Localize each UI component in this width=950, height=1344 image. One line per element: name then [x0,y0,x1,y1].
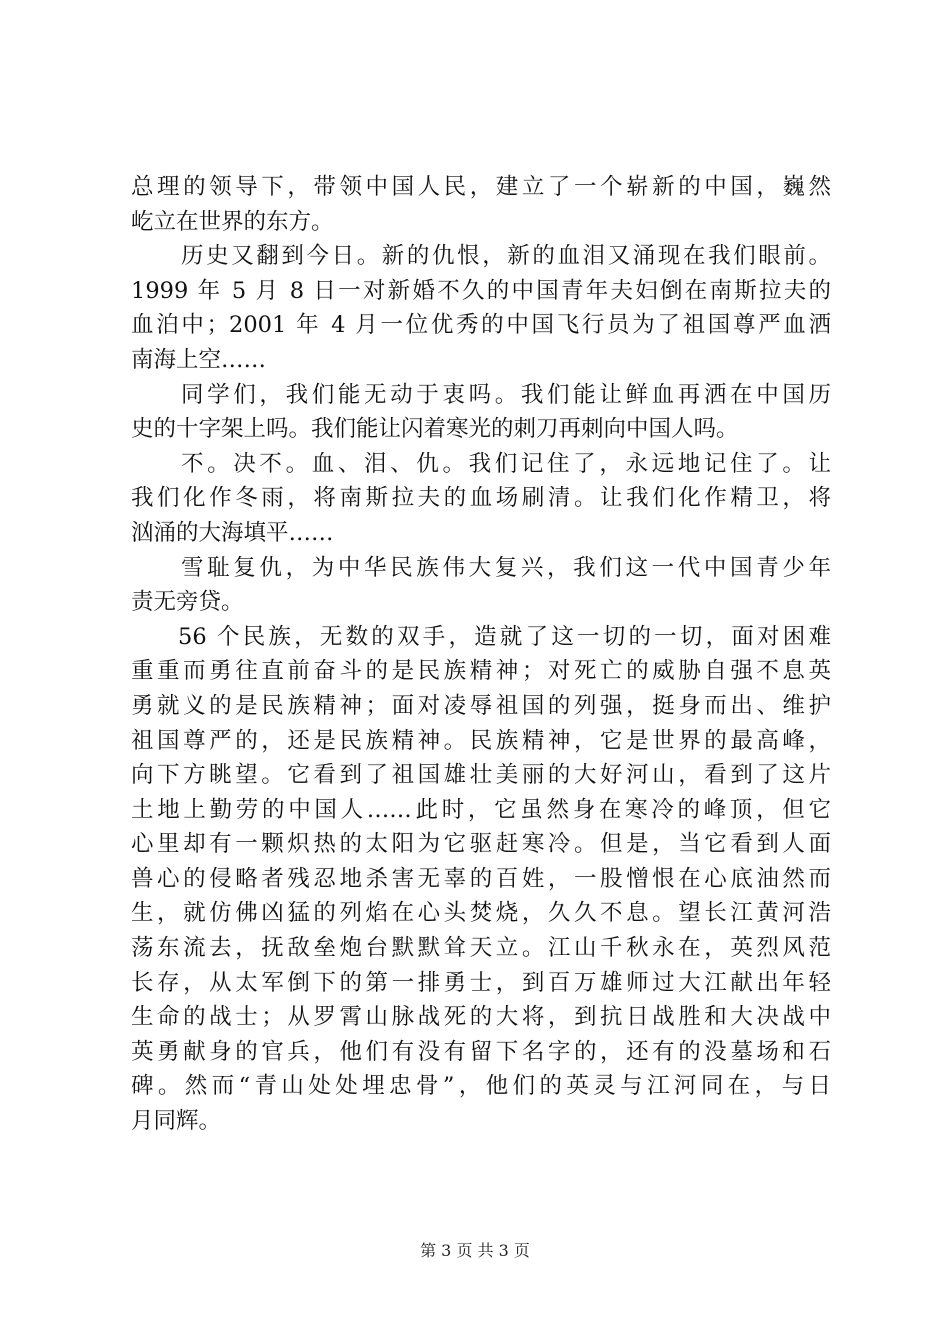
body-text [131,170,831,1139]
text-line: 兽心的侵略者残忍地杀害无辜的百姓，一股憎恨在心底油然而 [131,865,831,892]
text-line: 向下方眺望。它看到了祖国雄壮美丽的大好河山，看到了这片 [131,762,831,789]
text-line: 祖国尊严的，还是民族精神。民族精神，它是世界的最高峰， [131,727,831,754]
text-line: 生，就仿佛凶猛的列焰在心头焚烧，久久不息。望长江黄河浩 [131,900,831,927]
paragraph-first-line: 不。决不。血、泪、仇。我们记住了，永远地记住了。让 [181,450,831,477]
text-line: 1999 年 5 月 8 日一对新婚不久的中国青年夫妇倒在南斯拉夫的 [131,277,831,304]
text-line: 土地上勤劳的中国人……此时，它虽然身在寒冷的峰顶，但它 [131,796,831,823]
paragraph-first-line: 56 个民族，无数的双手，造就了这一切的一切，面对困难 [178,623,831,650]
text-line: 总理的领导下，带领中国人民，建立了一个崭新的中国，巍然 [131,174,831,200]
text-line: 汹涌的大海填平…… [131,519,334,546]
text-line: 南海上空…… [131,346,267,373]
text-line: 责无旁贷。 [131,589,244,616]
text-line: 碑。然而“青山处处埋忠骨”，他们的英灵与江河同在，与日 [131,1073,831,1100]
text-line: 心里却有一颗炽热的太阳为它驱赶寒冷。但是，当它看到人面 [131,831,831,858]
text-line: 勇就义的是民族精神；面对凌辱祖国的列强，挺身而出、维护 [131,692,831,719]
text-line: 屹立在世界的东方。 [131,208,334,235]
paragraph-first-line: 同学们，我们能无动于衷吗。我们能让鲜血再洒在中国历 [181,381,831,408]
text-line: 英勇献身的官兵，他们有没有留下名字的，还有的没墓场和石 [131,1038,831,1065]
text-line: 史的十字架上吗。我们能让闪着寒光的刺刀再刺向中国人吗。 [131,416,739,443]
text-line: 荡东流去，抚敌垒炮台默默耸天立。江山千秋永在，英烈风范 [131,935,831,962]
text-line: 血泊中；2001 年 4 月一位优秀的中国飞行员为了祖国尊严血洒 [131,312,831,339]
text-line: 我们化作冬雨，将南斯拉夫的血场刷清。让我们化作精卫，将 [131,485,831,512]
text-line: 月同辉。 [131,1108,222,1135]
text-line: 生命的战士；从罗霄山脉战死的大将，到抗日战胜和大决战中 [131,1004,831,1031]
text-line: 重重而勇往直前奋斗的是民族精神；对死亡的威胁自强不息英 [131,658,831,685]
page-footer: 第 3 页 共 3 页 [420,1241,530,1260]
paragraph-first-line: 历史又翻到今日。新的仇恨，新的血泪又涌现在我们眼前。 [181,243,831,270]
text-line: 长存，从太军倒下的第一排勇士，到百万雄师过大江献出年轻 [131,969,831,996]
paragraph-first-line: 雪耻复仇，为中华民族伟大复兴，我们这一代中国青少年 [181,554,831,581]
